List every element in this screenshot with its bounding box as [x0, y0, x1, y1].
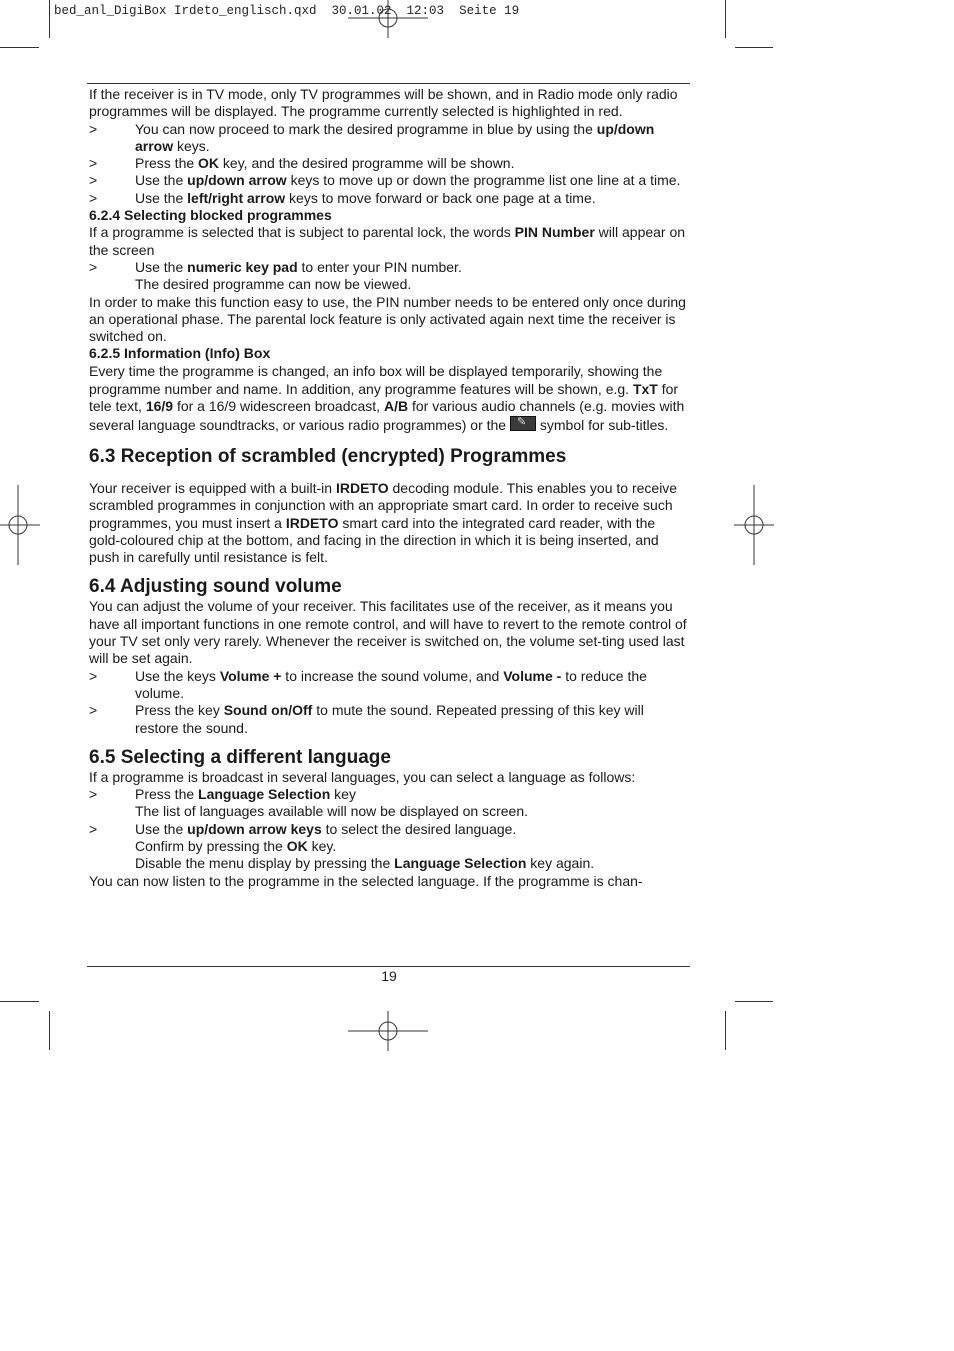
- section-heading: 6.5 Selecting a different language: [89, 746, 391, 768]
- text: Confirm by pressing the: [135, 837, 287, 854]
- paragraph: You can adjust the volume of your receiver. This facilitates use of the receiver, as it means you have all important functions in one remote control, and will have to revert to the remote control of your TV set only very rarely. Whenever the receiver is switched on, the volume set-ting used last will be set again.: [89, 598, 687, 667]
- list-item: [89, 259, 689, 276]
- text: Use the: [135, 172, 188, 189]
- key-name: OK: [198, 155, 220, 172]
- text: Use the keys: [135, 667, 220, 684]
- top-rule: [87, 83, 690, 84]
- paragraph: In order to make this function easy to use, the PIN number needs to be entered only once during an operational phase. The parental lock feature is only activated again next time the receiver is switched on.: [89, 293, 686, 345]
- bullet-marker: >: [89, 258, 98, 275]
- crop-mark: [0, 1001, 39, 1002]
- paragraph: You can now listen to the programme in the selected language. If the programme is chan-: [89, 872, 643, 889]
- registration-mark-icon: [348, 1011, 428, 1051]
- text: for various audio channels (e.g. movies with several language soundtracks, or various radio programmes) or the: [89, 398, 685, 434]
- brand-name: IRDETO: [335, 479, 389, 496]
- text: to increase the sound volume, and: [281, 667, 504, 684]
- key-name: Volume +: [219, 667, 282, 684]
- key-name: Volume -: [503, 667, 562, 684]
- key-name: left/right arrow: [187, 189, 286, 206]
- section-heading: 6.4 Adjusting sound volume: [89, 576, 342, 598]
- key-name: up/down arrow: [135, 120, 655, 154]
- key-name: Language Selection: [198, 786, 331, 803]
- crop-mark: [49, 1011, 50, 1050]
- text: Use the: [135, 820, 188, 837]
- key-name: Sound on/Off: [223, 702, 313, 719]
- bullet-marker: >: [89, 702, 98, 719]
- list-continuation: [89, 838, 689, 855]
- list-item: [89, 668, 689, 703]
- text: You can now proceed to mark the desired programme in blue by using the: [135, 120, 597, 137]
- key-name: 16/9: [145, 398, 174, 415]
- text: Every time the programme is changed, an info box will be displayed temporarily, showing the programme number and name. In addition, any programme features will be shown, e.g.: [89, 362, 663, 397]
- list-item: [89, 121, 689, 156]
- key-name: OK: [286, 837, 308, 854]
- print-slug: bed_anl_DigiBox Irdeto_englisch.qxd 30.01.02 12:03 Seite 19: [54, 4, 520, 18]
- text: Press the key: [135, 702, 224, 719]
- list-item: [89, 172, 689, 189]
- section-heading: 6.3 Reception of scrambled (encrypted) Programmes: [89, 445, 567, 467]
- bullet-marker: >: [89, 120, 98, 137]
- list-item: [89, 786, 689, 803]
- key-name: up/down arrow keys: [187, 820, 322, 837]
- text: smart card into the integrated card reader, with the gold-coloured chip at the bottom, and facing in the direction in which it is being inserted, and push in carefully until resistance is felt.: [89, 514, 659, 566]
- brand-name: IRDETO: [285, 514, 339, 531]
- subtitle-symbol-icon: [510, 416, 536, 431]
- text: to reduce the volume.: [135, 667, 647, 701]
- crop-mark: [725, 1011, 726, 1050]
- text: key: [330, 786, 356, 803]
- text: keys to move forward or back one page at a time.: [285, 189, 596, 206]
- text: to enter your PIN number.: [297, 258, 462, 275]
- crop-mark: [735, 1001, 773, 1002]
- bullet-marker: >: [89, 172, 98, 189]
- key-name: PIN Number: [514, 224, 595, 241]
- key-name: up/down arrow: [187, 172, 287, 189]
- list-continuation: [89, 855, 689, 872]
- text: Press the: [135, 155, 199, 172]
- text: for tele text,: [89, 380, 679, 415]
- crop-mark: [725, 0, 726, 38]
- text: key.: [307, 837, 337, 854]
- subsection-heading: 6.2.5 Information (Info) Box: [89, 345, 271, 362]
- bullet-marker: >: [89, 155, 98, 172]
- registration-mark-icon: [348, 0, 428, 40]
- text: key again.: [526, 855, 595, 872]
- bullet-marker: >: [89, 820, 98, 837]
- paragraph: [89, 224, 689, 259]
- list-continuation: The desired programme can now be viewed.: [135, 276, 412, 293]
- key-name: TxT: [632, 380, 658, 397]
- bullet-marker: >: [89, 189, 98, 206]
- list-continuation: The list of languages available will now be displayed on screen.: [135, 803, 529, 820]
- registration-mark-icon: [0, 485, 40, 565]
- text: to select the desired language.: [321, 820, 517, 837]
- subsection-heading: 6.2.4 Selecting blocked programmes: [89, 207, 332, 224]
- key-name: A/B: [383, 398, 409, 415]
- text: Press the: [135, 786, 199, 803]
- text: to mute the sound. Repeated pressing of this key will restore the sound.: [135, 702, 644, 736]
- text: keys to move up or down the programme list one line at a time.: [286, 172, 681, 189]
- text: will appear on the screen: [89, 224, 686, 258]
- bullet-marker: >: [89, 786, 98, 803]
- text: Use the: [135, 189, 188, 206]
- text: key, and the desired programme will be shown.: [219, 155, 515, 172]
- list-item: [89, 702, 689, 737]
- crop-mark: [735, 47, 773, 48]
- crop-mark: [0, 47, 39, 48]
- key-name: Language Selection: [394, 855, 527, 872]
- text: If a programme is selected that is subject to parental lock, the words: [89, 224, 515, 241]
- registration-mark-icon: [734, 485, 774, 565]
- page-number: 19: [381, 968, 397, 984]
- bottom-rule: [87, 966, 690, 967]
- bullet-marker: >: [89, 667, 98, 684]
- list-item: [89, 155, 689, 172]
- text: decoding module. This enables you to receive scrambled programmes in conjunction with an appropriate smart card. In order to receive such programmes, you must insert a: [89, 479, 678, 531]
- text: Your receiver is equipped with a built-in: [89, 479, 336, 496]
- text: Use the: [135, 258, 188, 275]
- page-body: [89, 86, 689, 890]
- list-item: [89, 190, 689, 207]
- key-name: numeric key pad: [187, 258, 298, 275]
- list-item: [89, 821, 689, 838]
- paragraph: If a programme is broadcast in several languages, you can select a language as follows:: [89, 768, 636, 785]
- text: for a 16/9 widescreen broadcast,: [173, 398, 384, 415]
- text: keys.: [173, 137, 210, 154]
- text: symbol for sub-titles.: [535, 417, 669, 434]
- crop-mark: [49, 0, 50, 38]
- paragraph: [89, 363, 689, 435]
- paragraph: If the receiver is in TV mode, only TV programmes will be shown, and in Radio mode only radio programmes will be displayed. The programme currently selected is highlighted in red.: [89, 86, 678, 120]
- paragraph: [89, 480, 689, 566]
- text: Disable the menu display by pressing the: [135, 855, 395, 872]
